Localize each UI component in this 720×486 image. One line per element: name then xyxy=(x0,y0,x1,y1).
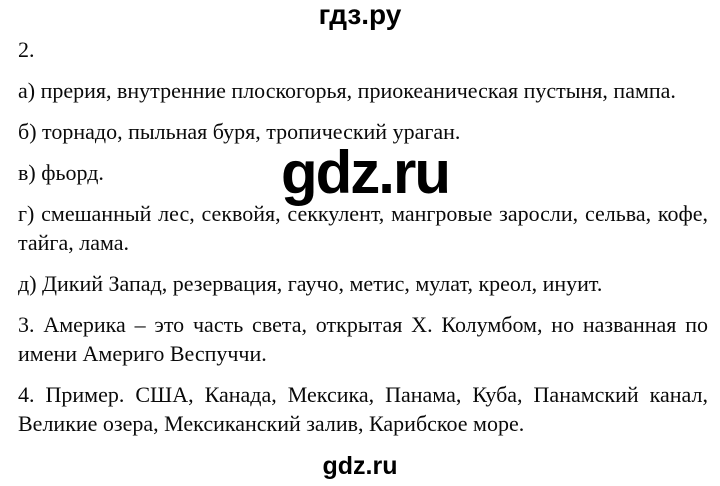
gdz-watermark: gdz.ru xyxy=(281,139,449,206)
answer-item-2: 2. xyxy=(18,37,35,62)
answer-item-3: 3. Америка – это часть света, открытая Х. Колумбом, но названная по имени Америго Веспуччи. xyxy=(18,312,708,366)
answers-document xyxy=(18,35,708,450)
answer-item-a: а) прерия, внутренние плоскогорья, приокеаническая пустыня, пампа. xyxy=(18,78,676,103)
answer-item-v: в) фьорд. xyxy=(18,160,104,185)
answer-item-4: 4. Пример. США, Канада, Мексика, Панама, Куба, Панамский канал, Великие озера, Мексиканский залив, Карибское море. xyxy=(18,382,708,436)
answer-item-b: б) торнадо, пыльная буря, тропический ураган. xyxy=(18,119,461,144)
answer-item-g: г) смешанный лес, секвойя, секкулент, мангровые заросли, сельва, кофе, тайга, лама. xyxy=(18,201,708,255)
site-logo-footer: gdz.ru xyxy=(322,452,398,480)
answer-item-d: д) Дикий Запад, резервация, гаучо, метис, мулат, креол, инуит. xyxy=(18,271,603,296)
site-logo-header: гдз.ру xyxy=(318,0,402,30)
